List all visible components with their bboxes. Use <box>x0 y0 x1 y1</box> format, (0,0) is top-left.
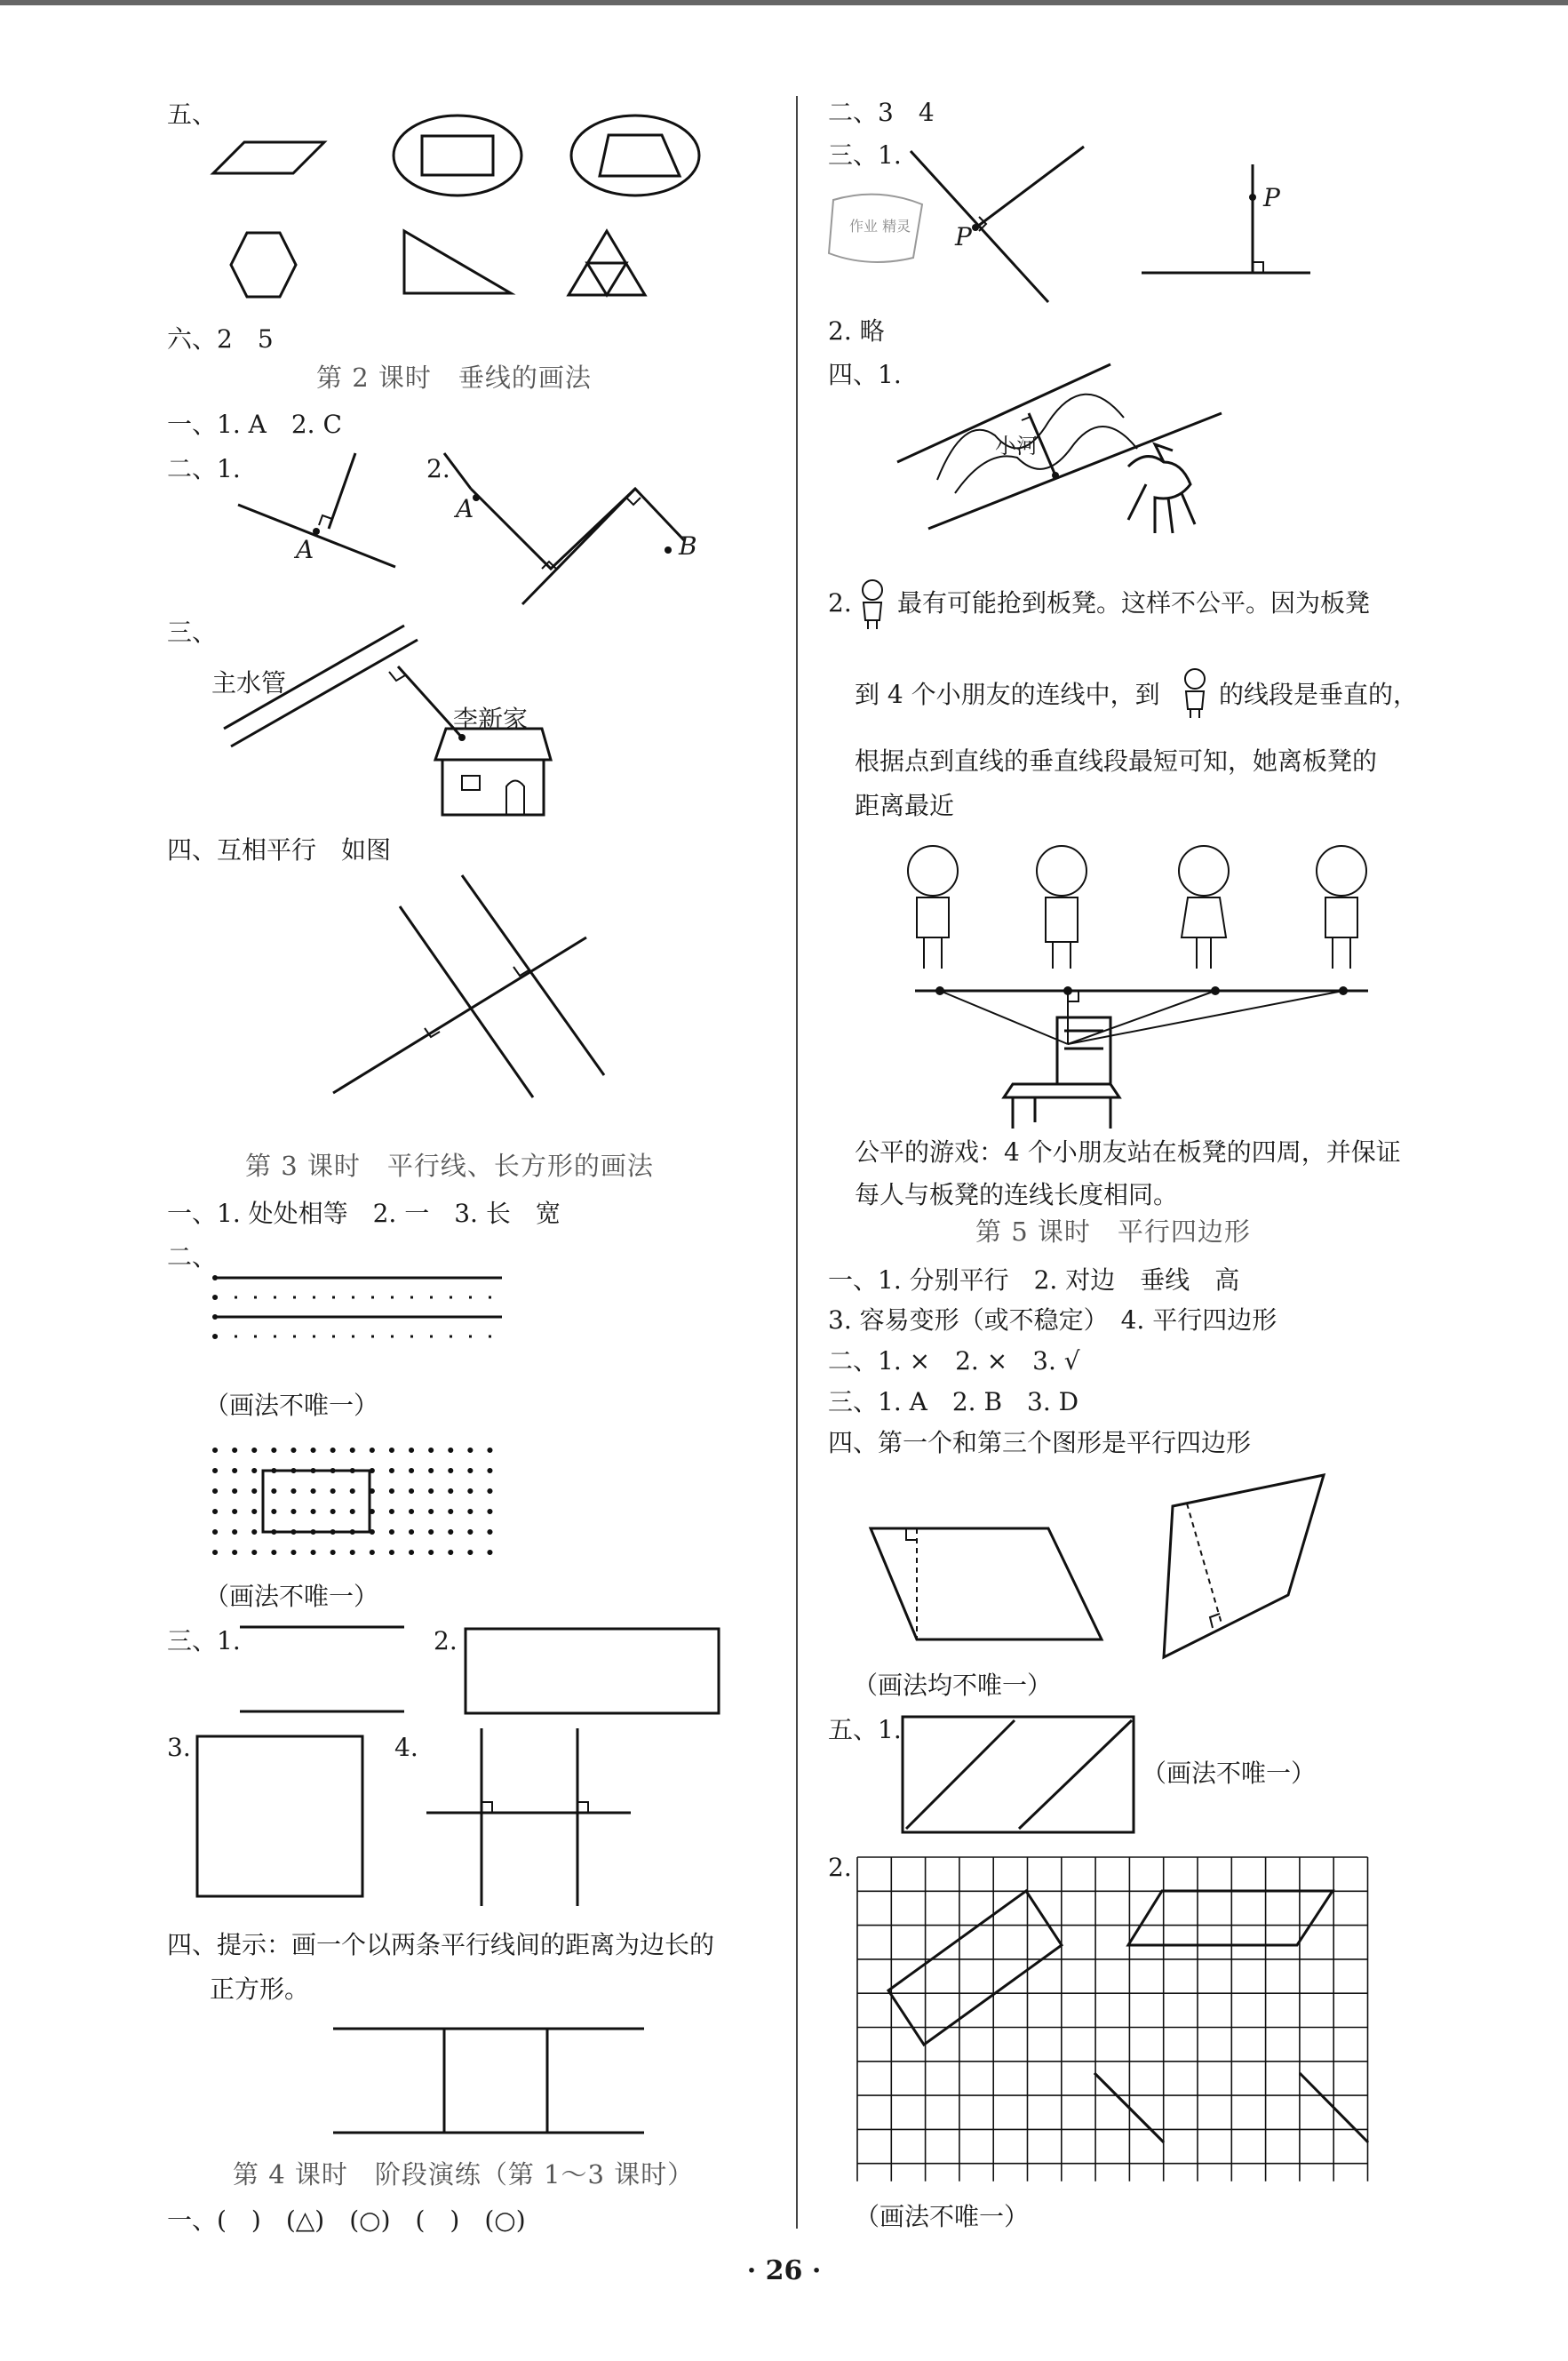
l5-one-answer-a: 一、1. 分别平行 2. 对边 垂线 高 <box>828 1265 1240 1295</box>
left-six-line: 六、2 5 <box>167 324 274 354</box>
top-border <box>0 0 1568 5</box>
svg-text:作业 精灵: 作业 精灵 <box>849 218 911 235</box>
l3-three-4-label: 4. <box>394 1733 418 1762</box>
river-label: 小河 <box>995 434 1038 459</box>
right-four-2-text-e: 距离最近 <box>855 791 955 820</box>
l5-two-answer: 二、1. × 2. × 3. √ <box>828 1346 1080 1376</box>
page-number: · 26 · <box>746 2255 822 2286</box>
note-drawing-not-unique-3: （画法均不唯一） <box>853 1671 1053 1700</box>
l4-one-answer: 一、( ) (△) (○) ( ) (○) <box>167 2205 526 2235</box>
right-four-1-label: 四、1. <box>828 360 902 389</box>
point-b-label: B <box>679 531 697 561</box>
right-four-2-text-d: 根据点到直线的垂直线段最短可知，她离板凳的 <box>855 746 1378 776</box>
parallelograms-height-figure <box>862 1471 1341 1666</box>
l5-four-answer: 四、第一个和第三个图形是平行四边形 <box>828 1428 1252 1457</box>
l3-three-3-label: 3. <box>167 1733 191 1762</box>
square-between-parallels-figure <box>329 2024 649 2140</box>
l3-two-label: 二、 <box>167 1242 218 1272</box>
perpendicular-p-figure-1 <box>897 142 1102 320</box>
right-three-2-answer: 2. 略 <box>828 316 885 346</box>
point-p-label-2: P <box>1263 183 1280 212</box>
parallel-segments-figure <box>231 1623 409 1720</box>
lesson2-title: 第 2 课时 垂线的画法 <box>316 363 592 393</box>
rectangle-divided-figure <box>899 1713 1139 1838</box>
lesson5-title: 第 5 课时 平行四边形 <box>975 1216 1251 1247</box>
l3-four-hint: 四、提示：画一个以两条平行线间的距离为边长的 <box>167 1930 715 1959</box>
dot-grid-parallel-figure <box>204 1244 506 1351</box>
l2-one-answer: 一、1. A 2. C <box>167 410 342 439</box>
l5-five-2-label: 2. <box>828 1853 852 1882</box>
left-five-label: 五、 <box>167 100 218 129</box>
parallel-lines-figure <box>329 875 613 1097</box>
lesson4-title: 第 4 课时 阶段演练（第 1～3 课时） <box>233 2159 695 2190</box>
l3-three-1-label: 三、1. <box>167 1626 241 1655</box>
perpendicular-figure-1 <box>231 453 409 578</box>
l2-two-1-label: 二、1. <box>167 454 241 483</box>
shapes-five-figure <box>204 107 560 311</box>
note-drawing-not-unique-4: （画法不唯一） <box>1142 1759 1317 1788</box>
lesson3-title: 第 3 课时 平行线、长方形的画法 <box>245 1151 654 1181</box>
note-drawing-not-unique-5: （画法不唯一） <box>855 2202 1030 2231</box>
li-home-label: 李新家 <box>453 705 529 734</box>
point-a-label-1: A <box>296 535 314 564</box>
l5-one-answer-b: 3. 容易变形（或不稳定） 4. 平行四边形 <box>828 1305 1277 1335</box>
l5-five-1-label: 五、1. <box>828 1715 902 1744</box>
point-p-label-1: P <box>955 222 972 251</box>
column-divider <box>796 96 798 2229</box>
l3-one-answer: 一、1. 处处相等 2. 一 3. 长 宽 <box>167 1199 561 1228</box>
right-four-2-text-a: 最有可能抢到板凳。这样不公平。因为板凳 <box>897 588 1371 618</box>
fair-game-text-a: 公平的游戏：4 个小朋友站在板凳的四周，并保证 <box>855 1137 1401 1167</box>
main-pipe-label: 主水管 <box>211 668 287 698</box>
water-pipe-figure <box>213 613 586 826</box>
perpendicular-p-figure-2 <box>1137 151 1315 284</box>
right-four-2-text-c: 的线段是垂直的， <box>1219 680 1419 709</box>
dot-grid-rectangle-figure <box>204 1440 506 1564</box>
note-drawing-not-unique-2: （画法不唯一） <box>204 1582 379 1611</box>
l2-two-2-label: 2. <box>426 454 450 483</box>
right-four-2-text-b: 到 4 个小朋友的连线中，到 <box>855 680 1160 709</box>
l5-three-answer: 三、1. A 2. B 3. D <box>828 1387 1079 1416</box>
l3-four-hint-cont: 正方形。 <box>210 1974 310 2004</box>
l3-three-2-label: 2. <box>434 1626 458 1655</box>
note-drawing-not-unique-1: （画法不唯一） <box>204 1391 379 1420</box>
girl-icon <box>855 578 890 631</box>
girl-icon-inline <box>1177 666 1213 720</box>
right-four-2-label: 2. <box>828 588 852 618</box>
grid-parallelograms-figure <box>853 1853 1404 2190</box>
point-a-label-2: A <box>456 494 474 523</box>
children-chair-figure <box>897 840 1395 1133</box>
l2-four-answer: 四、互相平行 如图 <box>167 835 392 865</box>
right-two-answer: 二、3 4 <box>828 98 935 127</box>
square-answer-figure <box>194 1733 371 1902</box>
river-horse-figure <box>888 351 1244 555</box>
fair-game-text-b: 每人与板凳的连线长度相同。 <box>855 1180 1179 1209</box>
perpendicular-figure-2 <box>444 453 711 613</box>
parallel-perpendicular-figure <box>418 1728 640 1906</box>
rectangle-answer-figure <box>462 1626 728 1715</box>
right-three-1-label: 三、1. <box>828 140 902 170</box>
l2-three-label: 三、 <box>167 618 218 647</box>
